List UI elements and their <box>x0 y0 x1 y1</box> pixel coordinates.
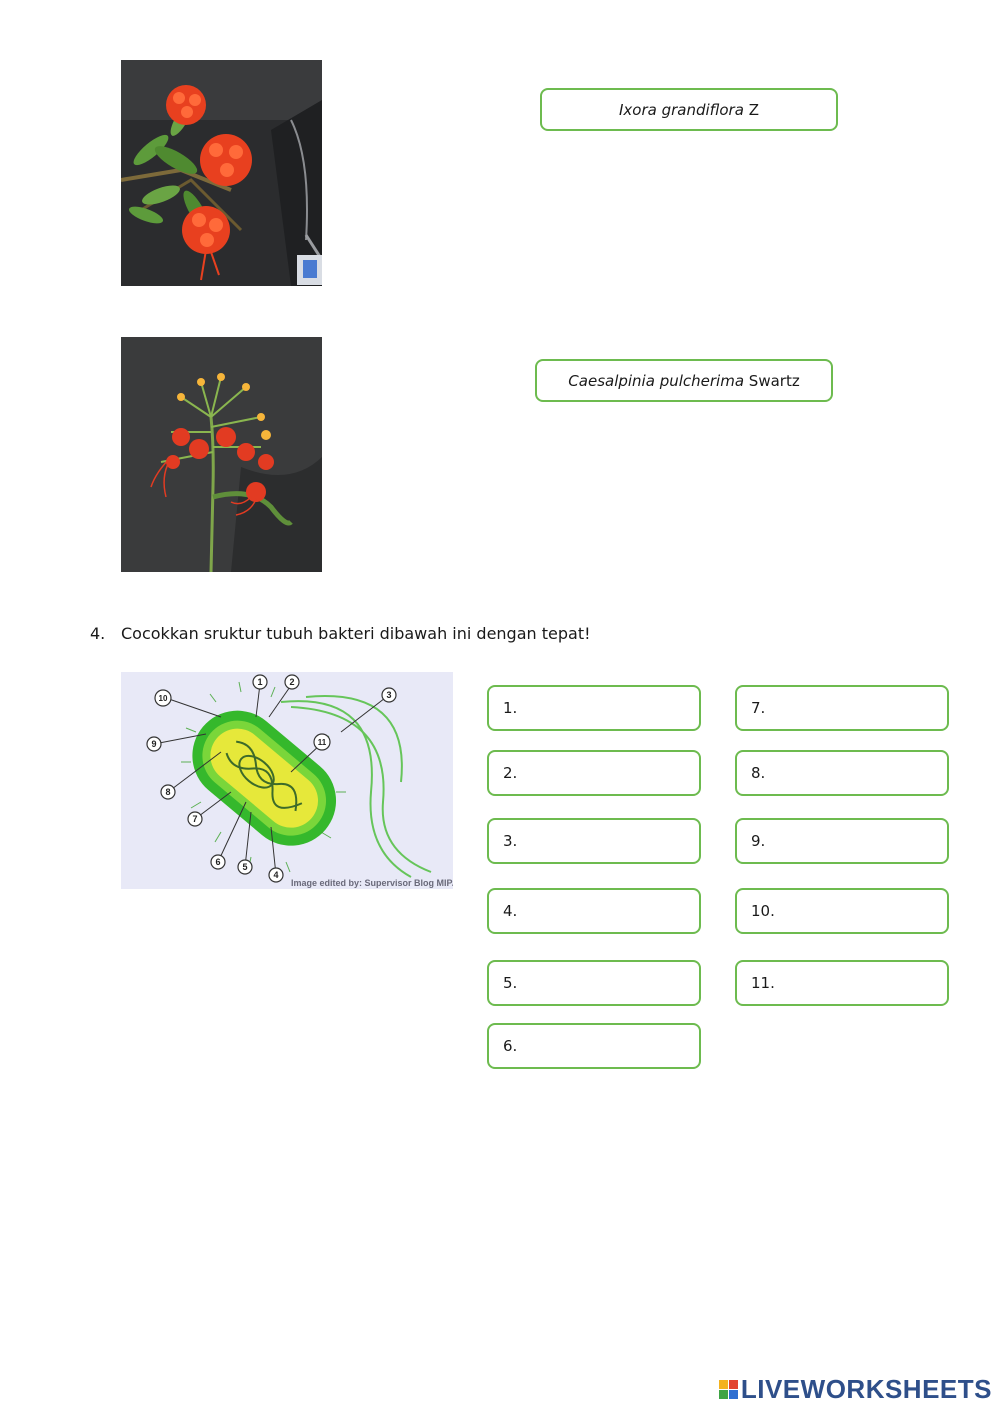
caesalpinia-photo <box>121 337 322 572</box>
question-number: 4. <box>90 624 106 643</box>
answer-number-6: 6. <box>503 1037 518 1055</box>
diagram-label-9: 9 <box>151 739 157 749</box>
brand-name: LIVEWORKSHEETS <box>740 1374 992 1404</box>
diagram-label-6: 6 <box>215 857 221 867</box>
answer-number-3: 3. <box>503 832 518 850</box>
diagram-label-4: 4 <box>273 870 279 880</box>
species-label-ixora[interactable] <box>540 88 838 131</box>
ixora-photo <box>121 60 322 286</box>
answer-box-6[interactable] <box>487 1023 701 1069</box>
answer-box-7[interactable] <box>735 685 949 731</box>
answer-box-5[interactable] <box>487 960 701 1006</box>
diagram-label-7: 7 <box>192 814 198 824</box>
diagram-label-3: 3 <box>386 690 392 700</box>
answer-number-2: 2. <box>503 764 518 782</box>
diagram-label-5: 5 <box>242 862 248 872</box>
liveworksheets-logo <box>719 1374 992 1405</box>
answer-number-8: 8. <box>751 764 766 782</box>
answer-number-9: 9. <box>751 832 766 850</box>
diagram-label-2: 2 <box>289 677 295 687</box>
answer-box-10[interactable] <box>735 888 949 934</box>
diagram-label-8: 8 <box>165 787 171 797</box>
diagram-label-1: 1 <box>257 677 263 687</box>
logo-mark-icon <box>719 1380 738 1399</box>
answer-box-8[interactable] <box>735 750 949 796</box>
answer-box-9[interactable] <box>735 818 949 864</box>
answer-number-11: 11. <box>751 974 775 992</box>
diagram-label-10: 10 <box>158 694 168 703</box>
diagram-credit: Image edited by: Supervisor Blog MIPA <box>291 878 453 888</box>
diagram-label-11: 11 <box>317 738 327 747</box>
species-author-ixora: Z <box>748 100 759 119</box>
question-4 <box>90 624 591 643</box>
species-name-ixora: Ixora grandiflora <box>619 100 744 119</box>
question-text: Cocokkan sruktur tubuh bakteri dibawah ini dengan tepat! <box>121 624 591 643</box>
species-author-caesalpinia: Swartz <box>748 371 800 390</box>
answer-number-5: 5. <box>503 974 518 992</box>
answer-box-4[interactable] <box>487 888 701 934</box>
bacteria-diagram <box>121 672 453 889</box>
answer-number-7: 7. <box>751 699 766 717</box>
answer-number-1: 1. <box>503 699 518 717</box>
answer-box-2[interactable] <box>487 750 701 796</box>
species-label-caesalpinia[interactable] <box>535 359 833 402</box>
answer-box-11[interactable] <box>735 960 949 1006</box>
answer-number-4: 4. <box>503 902 518 920</box>
species-name-caesalpinia: Caesalpinia pulcherima <box>568 371 745 390</box>
answer-box-1[interactable] <box>487 685 701 731</box>
answer-box-3[interactable] <box>487 818 701 864</box>
answer-number-10: 10. <box>751 902 775 920</box>
